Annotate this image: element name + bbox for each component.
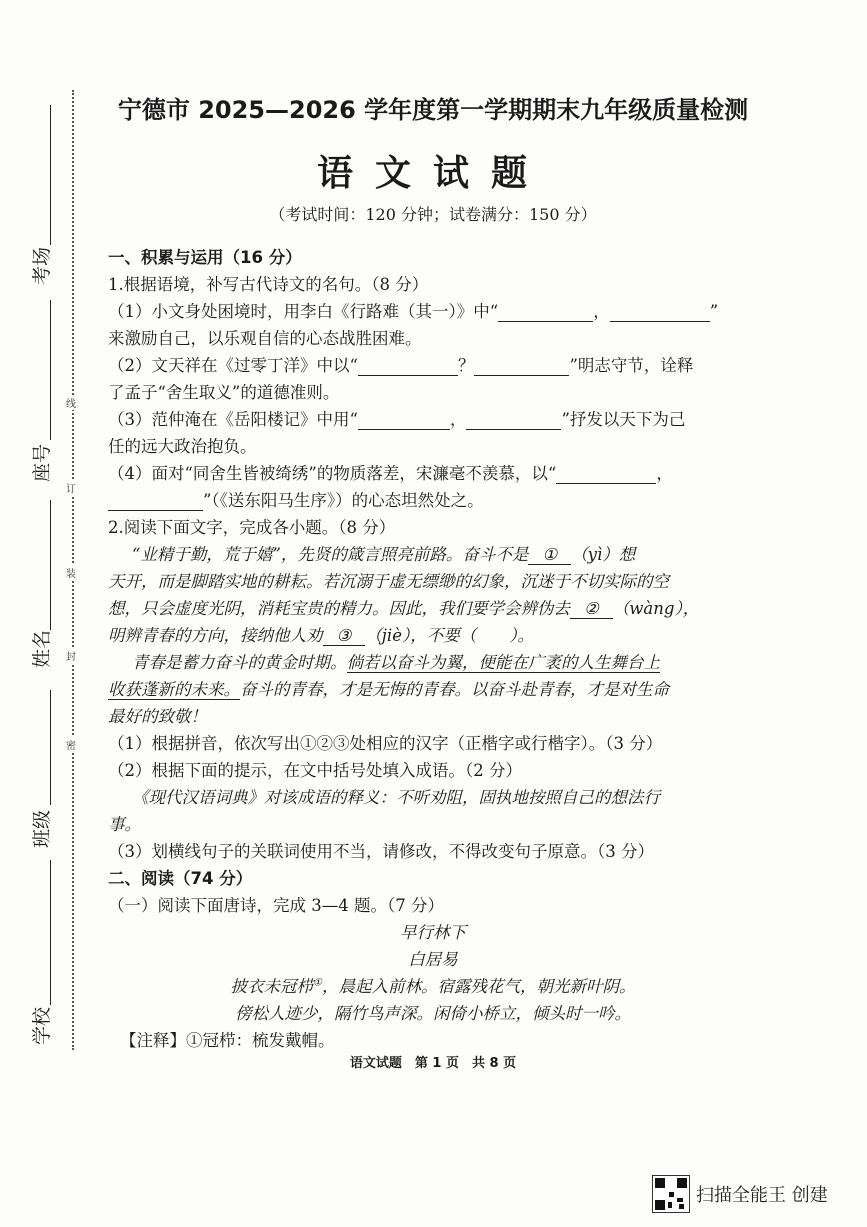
blank-1[interactable]: ① xyxy=(528,545,571,565)
subject-title: 语文试题 xyxy=(316,153,549,194)
q1-sub1-line1: （1）小文身处困境时，用李白《行路难（其一）》中“ ， ” xyxy=(108,302,719,321)
seal-char: 线 xyxy=(66,395,76,410)
section1-heading: 一、积累与运用（16 分） xyxy=(108,248,302,267)
underlined-sentence: 倘若以奋斗为翼，便能在广袤的人生舞台上 xyxy=(346,653,660,672)
poem-note: 【注释】①冠栉：梳发戴帽。 xyxy=(120,1031,335,1050)
page-footer: 语文试题 第 1 页 共 8 页 xyxy=(349,1056,517,1071)
poem-title: 早行林下 xyxy=(400,923,466,942)
qr-code-icon xyxy=(652,1175,690,1213)
q1-sub2-line1: （2）文天祥在《过零丁洋》中以“ ？ ”明志守节，诠释 xyxy=(108,356,694,375)
q2-passage-line4: 明辨青春的方向，接纳他人劝 ③ （jiè），不要（ ）。 xyxy=(108,626,534,645)
answer-blank[interactable] xyxy=(358,411,450,430)
q2-sub3: （3）划横线句子的关联词使用不当，请修改，不得改变句子原意。（3 分） xyxy=(108,842,654,861)
answer-blank[interactable] xyxy=(466,411,561,430)
q1-sub4-line2: ”（《送东阳马生序》）的心态坦然处之。 xyxy=(108,487,484,511)
answer-blank[interactable] xyxy=(108,492,203,511)
field-line-class xyxy=(50,690,51,805)
seal-char: 密 xyxy=(66,737,76,752)
poem-line1: 披衣未冠栉①，晨起入前林。宿露残花气，朝光新叶阴。 xyxy=(230,977,636,996)
blank-3[interactable]: ③ xyxy=(323,626,366,646)
q2-passage-line2: 天开，而是脚踏实地的耕耘。若沉溺于虚无缥缈的幻象，沉迷于不切实际的空 xyxy=(108,572,669,591)
binding-sidebar xyxy=(0,0,90,1227)
field-line-school xyxy=(50,860,51,1005)
field-label-seat-no: 座号 xyxy=(31,443,53,482)
field-label-exam-room: 考场 xyxy=(31,246,53,285)
q1-sub1-line2: 来激励自己，以乐观自信的心态战胜困难。 xyxy=(108,329,422,348)
q1-sub4-line1: （4）面对“同舍生皆被绮绣”的物质落差，宋濂毫不羡慕，以“ ， xyxy=(108,464,673,483)
poem-line2: 傍松人迹少，隔竹鸟声深。闲倚小桥立，倾头时一吟。 xyxy=(235,1004,631,1023)
q2-passage-line7: 最好的致敬！ xyxy=(108,707,207,726)
q2-passage-line5: 青春是蓄力奋斗的黄金时期。倘若以奋斗为翼，便能在广袤的人生舞台上 xyxy=(132,653,660,672)
field-label-school: 学校 xyxy=(31,1006,53,1045)
answer-blank[interactable] xyxy=(474,357,569,376)
underlined-sentence-end: 收获蓬新的未来。 xyxy=(108,680,240,699)
answer-blank[interactable] xyxy=(610,303,710,322)
q2-sub2: （2）根据下面的提示，在文中括号处填入成语。（2 分） xyxy=(108,761,522,780)
scanner-watermark: 扫描全能王 创建 xyxy=(696,1185,828,1206)
q1-stem: 1.根据语境，补写古代诗文的名句。（8 分） xyxy=(108,275,429,294)
field-label-name: 姓名 xyxy=(31,629,53,668)
q2-hint-line1: 《现代汉语词典》对该成语的释义：不听劝阻，固执地按照自己的想法行 xyxy=(132,788,660,807)
seal-char: 封 xyxy=(66,648,76,663)
q2-stem: 2.阅读下面文字，完成各小题。（8 分） xyxy=(108,518,396,537)
field-line-exam-room xyxy=(50,105,51,245)
field-line-name xyxy=(50,500,51,630)
q1-sub3-line1: （3）范仲淹在《岳阳楼记》中用“ ， ”抒发以天下为己 xyxy=(108,410,686,429)
q1-sub2-line2: 了孟子“舍生取义”的道德准则。 xyxy=(108,383,340,402)
answer-blank[interactable] xyxy=(358,357,458,376)
q1-sub3-line2: 任的远大政治抱负。 xyxy=(108,437,257,456)
answer-blank[interactable] xyxy=(556,465,656,484)
seal-char: 装 xyxy=(66,565,76,580)
q2-hint-line2: 事。 xyxy=(108,815,141,834)
exam-title: 宁德市 2025—2026 学年度第一学期期末九年级质量检测 xyxy=(117,96,749,124)
field-line-seat-no xyxy=(50,300,51,440)
seal-char: 订 xyxy=(66,480,76,495)
footnote-marker: ① xyxy=(313,977,322,989)
section2-heading: 二、阅读（74 分） xyxy=(108,869,253,888)
field-label-class: 班级 xyxy=(31,809,53,848)
poem-author: 白居易 xyxy=(408,950,458,969)
reading-part1-stem: （一）阅读下面唐诗，完成 3—4 题。（7 分） xyxy=(108,896,444,915)
q2-sub1: （1）根据拼音，依次写出①②③处相应的汉字（正楷字或行楷字）。（3 分） xyxy=(108,734,663,753)
q2-passage-line6: 收获蓬新的未来。奋斗的青春，才是无悔的青春。以奋斗赴青春，才是对生命 xyxy=(108,680,669,699)
q2-passage-line1: “业精于勤，荒于嬉”，先贤的箴言照亮前路。奋斗不是 ① （yì）想 xyxy=(132,545,636,564)
answer-blank[interactable] xyxy=(498,303,593,322)
q2-passage-line3: 想，只会虚度光阴，消耗宝贵的精力。因此，我们要学会辨伪去 ② （wàng）， xyxy=(108,599,700,618)
exam-info: （考试时间：120 分钟；试卷满分：150 分） xyxy=(269,205,597,224)
blank-2[interactable]: ② xyxy=(570,599,613,619)
